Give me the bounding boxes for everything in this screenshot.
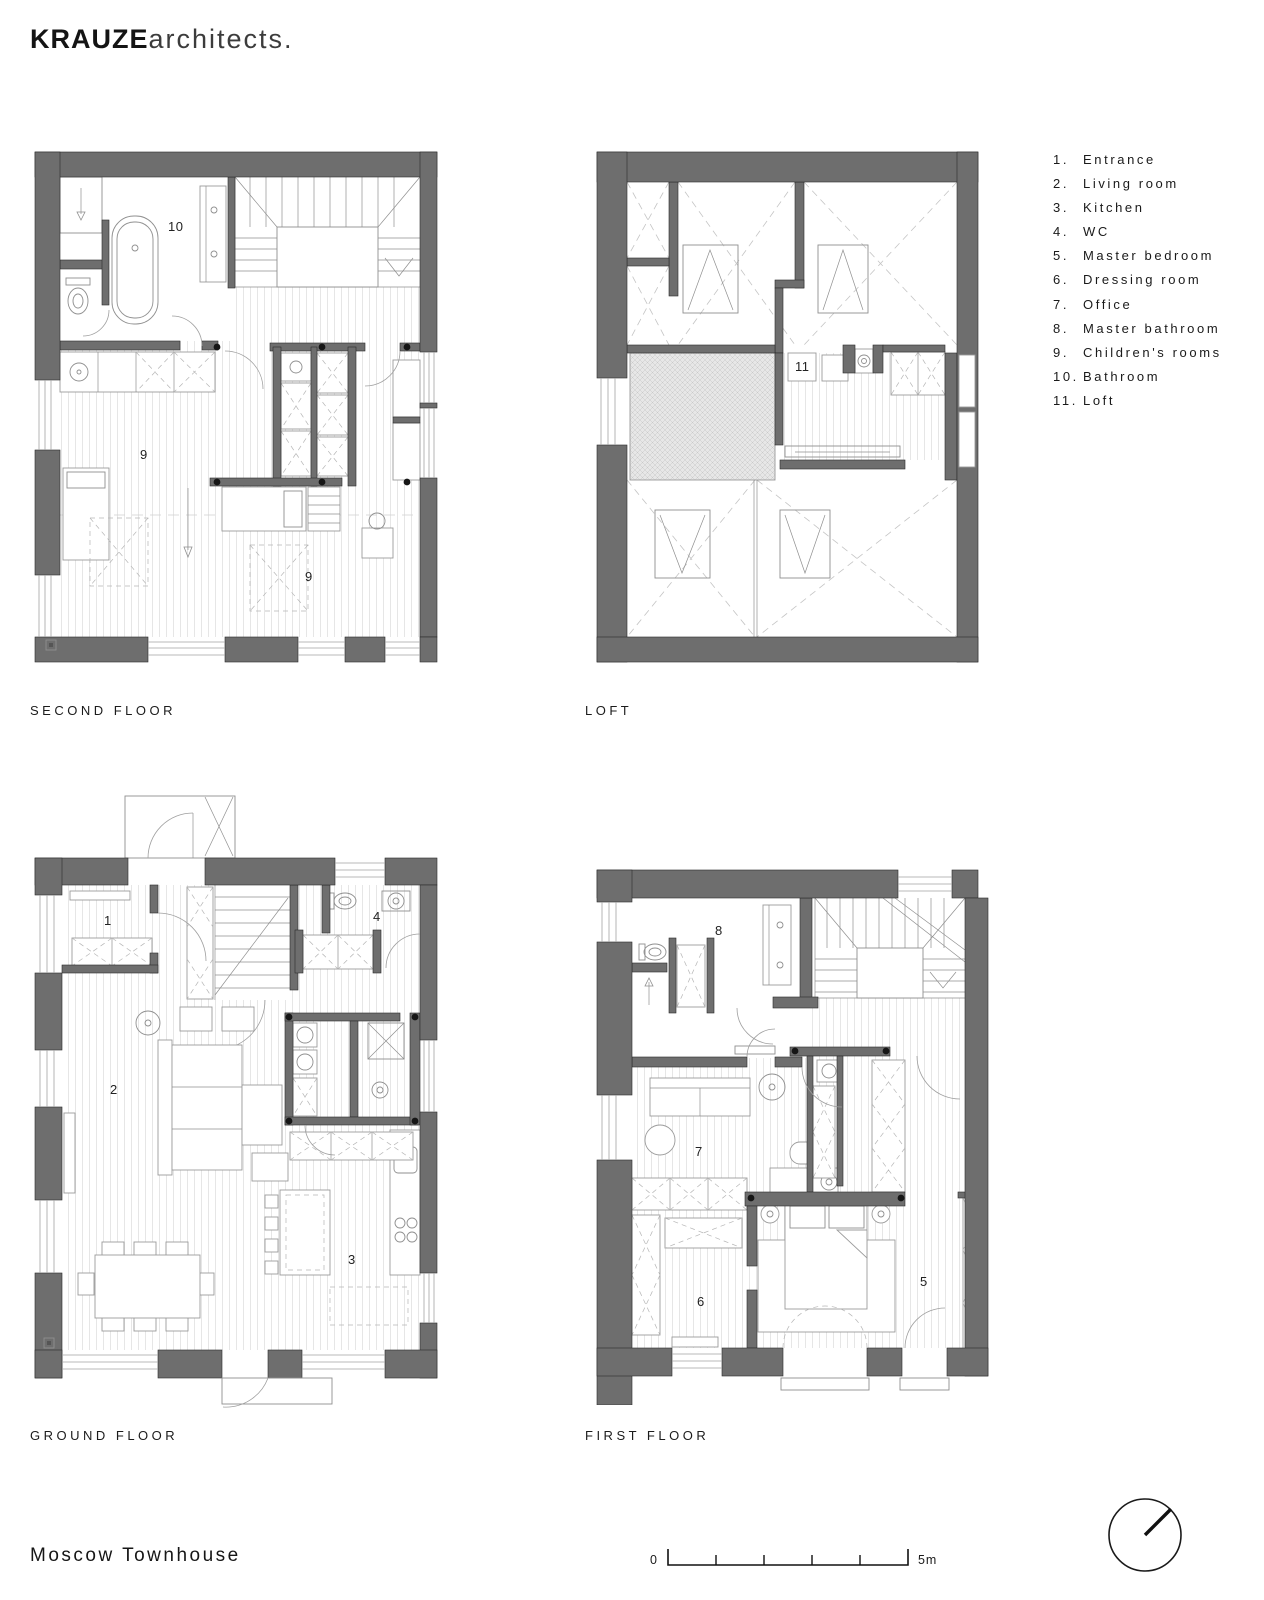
hall-cabinet (187, 887, 213, 999)
laundry (293, 1023, 317, 1116)
legend-item-number: 8. (1053, 320, 1070, 336)
hall-closet (290, 1132, 413, 1160)
stair-void-hatch (630, 353, 775, 480)
legend-item-label: WC (1083, 224, 1110, 240)
room-number-master-bathroom: 8 (715, 923, 723, 938)
loft-plan (585, 150, 990, 665)
legend-item-label: Children's rooms (1083, 344, 1222, 360)
legend-item (1053, 152, 1222, 167)
balcony (781, 1378, 869, 1390)
loft-closet (891, 352, 945, 395)
legend-item-number: 4. (1053, 224, 1070, 240)
second-floor-plan (30, 150, 440, 665)
legend-item-label: Bathroom (1083, 368, 1161, 384)
legend-item-number: 7. (1053, 296, 1070, 312)
room-number-office: 7 (695, 1144, 703, 1159)
legend-item-label: Entrance (1083, 152, 1156, 167)
legend-item-number: 10. (1053, 368, 1079, 384)
armchair (222, 1007, 254, 1031)
legend-item-label: Dressing room (1083, 272, 1202, 288)
closet-door (959, 412, 975, 467)
north-arrow-icon (1106, 1496, 1184, 1574)
room-number-children-left: 9 (140, 447, 148, 462)
room-number-bathroom: 10 (168, 219, 184, 234)
legend-item-label: Master bedroom (1083, 248, 1215, 264)
legend-item-number: 2. (1053, 176, 1070, 192)
scale-bar-graphic (665, 1544, 911, 1568)
entrance-porch (125, 796, 235, 858)
loft-label: LOFT (585, 703, 633, 718)
tv-console (64, 1113, 75, 1193)
legend-item-label: Living room (1083, 176, 1179, 192)
ground-floor-plan (30, 795, 440, 1410)
room-legend (1053, 152, 1222, 417)
legend-item (1053, 297, 1222, 312)
window (601, 378, 615, 445)
legend-item (1053, 272, 1222, 287)
first-floor-plan (585, 850, 990, 1405)
armchair (180, 1007, 212, 1031)
scale-end-label: 5m (917, 1553, 938, 1567)
bath-closet (677, 945, 705, 1007)
wardrobe-strip (60, 352, 215, 392)
second-floor-plan-drawing (30, 150, 440, 665)
entry-closet (72, 938, 152, 966)
legend-item (1053, 200, 1222, 215)
legend-item-number: 9. (1053, 344, 1070, 360)
legend-item-number: 6. (1053, 272, 1070, 288)
closet-door (959, 355, 975, 407)
room-number-dressing-room: 6 (697, 1294, 705, 1309)
room-number-wc: 4 (373, 909, 381, 924)
legend-item-number: 11. (1053, 392, 1078, 408)
room-number-living-room: 2 (110, 1082, 118, 1097)
second-floor-label: SECOND FLOOR (30, 703, 177, 718)
vanity-icon (200, 186, 226, 282)
vanity-icon (763, 905, 791, 985)
legend-item-label: Master bathroom (1083, 320, 1221, 336)
room-number-entrance: 1 (104, 913, 112, 928)
office-sofa (650, 1078, 750, 1116)
firm-logo (30, 24, 294, 55)
ground-floor-label: GROUND FLOOR (30, 1428, 179, 1443)
balcony (900, 1378, 949, 1390)
ground-floor-plan-drawing (30, 795, 440, 1410)
legend-item (1053, 369, 1222, 384)
room-number-master-bedroom: 5 (920, 1274, 928, 1289)
dining-table (78, 1242, 214, 1331)
legend-item-label: Kitchen (1083, 200, 1145, 216)
project-title: Moscow Townhouse (30, 1545, 241, 1566)
north-arrow (1106, 1496, 1184, 1579)
pouf (645, 1125, 675, 1155)
scale-bar (650, 1544, 937, 1568)
first-floor-label: FIRST FLOOR (585, 1428, 710, 1443)
logo-bold: KRAUZE (30, 24, 149, 54)
entry-bench (70, 891, 130, 900)
room-number-children-right: 9 (305, 569, 313, 584)
room-number-loft: 11 (795, 359, 810, 374)
legend-item (1053, 176, 1222, 191)
legend-item-number: 5. (1053, 248, 1070, 264)
logo-light: architects. (148, 24, 294, 54)
closet-door (393, 360, 420, 417)
legend-item-number: 3. (1053, 200, 1070, 216)
scale-start-label: 0 (650, 1553, 658, 1567)
wc-closet (303, 935, 373, 969)
legend-item-number: 1. (1053, 152, 1070, 167)
room-number-kitchen: 3 (348, 1252, 356, 1267)
first-floor-plan-drawing (585, 850, 990, 1405)
coffee-table (252, 1153, 288, 1181)
legend-item (1053, 393, 1222, 408)
washbasin-icon (855, 349, 873, 373)
closet-door (393, 423, 420, 480)
garden-porch (222, 1378, 332, 1407)
legend-item (1053, 321, 1222, 336)
legend-item-label: Office (1083, 296, 1133, 312)
legend-item (1053, 248, 1222, 263)
legend-item (1053, 345, 1222, 360)
loft-plan-drawing (585, 150, 990, 665)
legend-item-label: Loft (1083, 392, 1116, 408)
legend-item (1053, 224, 1222, 239)
